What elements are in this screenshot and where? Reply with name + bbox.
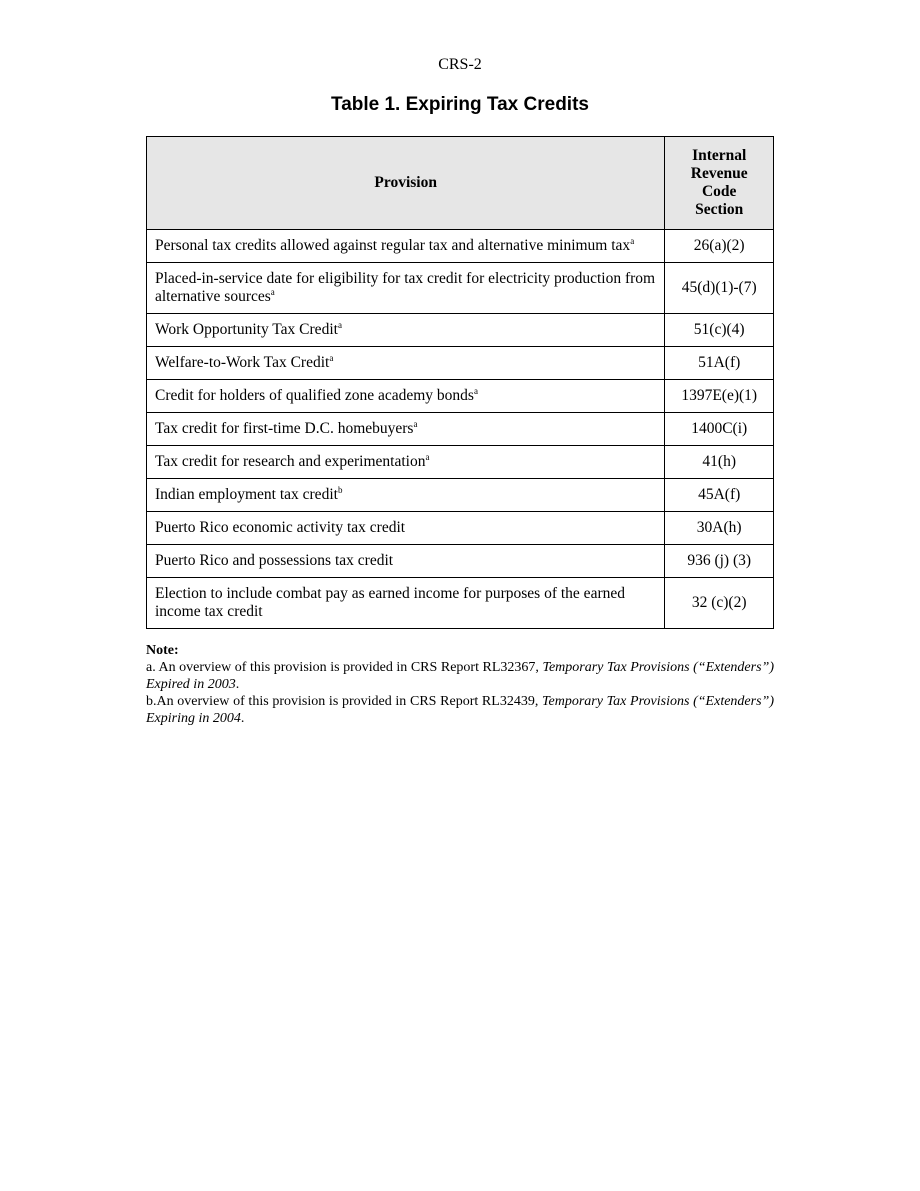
footnote-marker: b [337, 485, 343, 495]
provision-cell: Election to include combat pay as earned income for purposes of the earned income tax credit [147, 578, 665, 629]
code-cell: 32 (c)(2) [665, 578, 774, 629]
note-b: b.An overview of this provision is provided in CRS Report RL32439, Temporary Tax Provisions (“Extenders”) Expiring in 2004. [146, 694, 774, 726]
provision-cell: Work Opportunity Tax Credit$^a$ [147, 314, 665, 347]
code-header-line: Revenue [690, 165, 748, 182]
provision-cell: Placed-in-service date for eligibility for tax credit for electricity production from alternative sources$^a$ [147, 263, 665, 314]
provision-cell: Indian employment tax credit$^b$ [147, 479, 665, 512]
footnote-marker: a [329, 353, 334, 363]
expiring-tax-credits-table [146, 136, 774, 629]
table-row [147, 314, 774, 347]
table-row [147, 512, 774, 545]
footnote-marker: a [630, 236, 635, 246]
code-cell: 1397E(e)(1) [665, 380, 774, 413]
provision-cell: Welfare-to-Work Tax Credit$^a$ [147, 347, 665, 380]
note-a: a. An overview of this provision is provided in CRS Report RL32367, Temporary Tax Provisions (“Extenders”) Expired in 2003. [146, 660, 774, 692]
provision-cell: Credit for holders of qualified zone academy bonds$^a$ [147, 380, 665, 413]
provision-cell: Puerto Rico and possessions tax credit [147, 545, 665, 578]
code-cell: 51A(f) [665, 347, 774, 380]
code-header-line: Internal [692, 147, 747, 164]
footnote-marker: a [425, 452, 430, 462]
code-cell: 45(d)(1)-(7) [665, 263, 774, 314]
code-cell: 936 (j) (3) [665, 545, 774, 578]
table-row [147, 347, 774, 380]
code-cell: 1400C(i) [665, 413, 774, 446]
note-heading: Note: [146, 643, 179, 658]
table-row [147, 545, 774, 578]
table-header-row [147, 137, 774, 230]
table-row [147, 479, 774, 512]
table-title: Table 1. Expiring Tax Credits [331, 94, 589, 115]
footnote-marker: a [270, 287, 275, 297]
table-notes [146, 642, 774, 727]
table-row [147, 413, 774, 446]
table-row [147, 380, 774, 413]
code-section-column-header [665, 137, 774, 230]
table-row [147, 263, 774, 314]
code-header-line: Code [701, 183, 737, 200]
page-header: CRS-2 [438, 56, 482, 73]
code-cell: 30A(h) [665, 512, 774, 545]
code-cell: 51(c)(4) [665, 314, 774, 347]
code-cell: 26(a)(2) [665, 230, 774, 263]
code-cell: 45A(f) [665, 479, 774, 512]
table-row [147, 230, 774, 263]
provision-cell: Tax credit for research and experimentation$^a$ [147, 446, 665, 479]
code-header-line: Section [695, 201, 744, 218]
footnote-marker: a [337, 320, 342, 330]
table-row [147, 446, 774, 479]
table-row [147, 578, 774, 629]
provision-cell: Personal tax credits allowed against regular tax and alternative minimum tax$^a$ [147, 230, 665, 263]
provision-column-header: Provision [147, 137, 665, 230]
provision-cell: Tax credit for first-time D.C. homebuyers$^a$ [147, 413, 665, 446]
note-b-report-title: Temporary Tax Provisions (“Extenders”) Expiring in 2004 [146, 694, 774, 726]
code-cell: 41(h) [665, 446, 774, 479]
footnote-marker: a [413, 419, 418, 429]
note-a-report-title: Temporary Tax Provisions (“Extenders”) Expired in 2003 [146, 660, 774, 692]
provision-cell: Puerto Rico economic activity tax credit [147, 512, 665, 545]
footnote-marker: a [473, 386, 478, 396]
